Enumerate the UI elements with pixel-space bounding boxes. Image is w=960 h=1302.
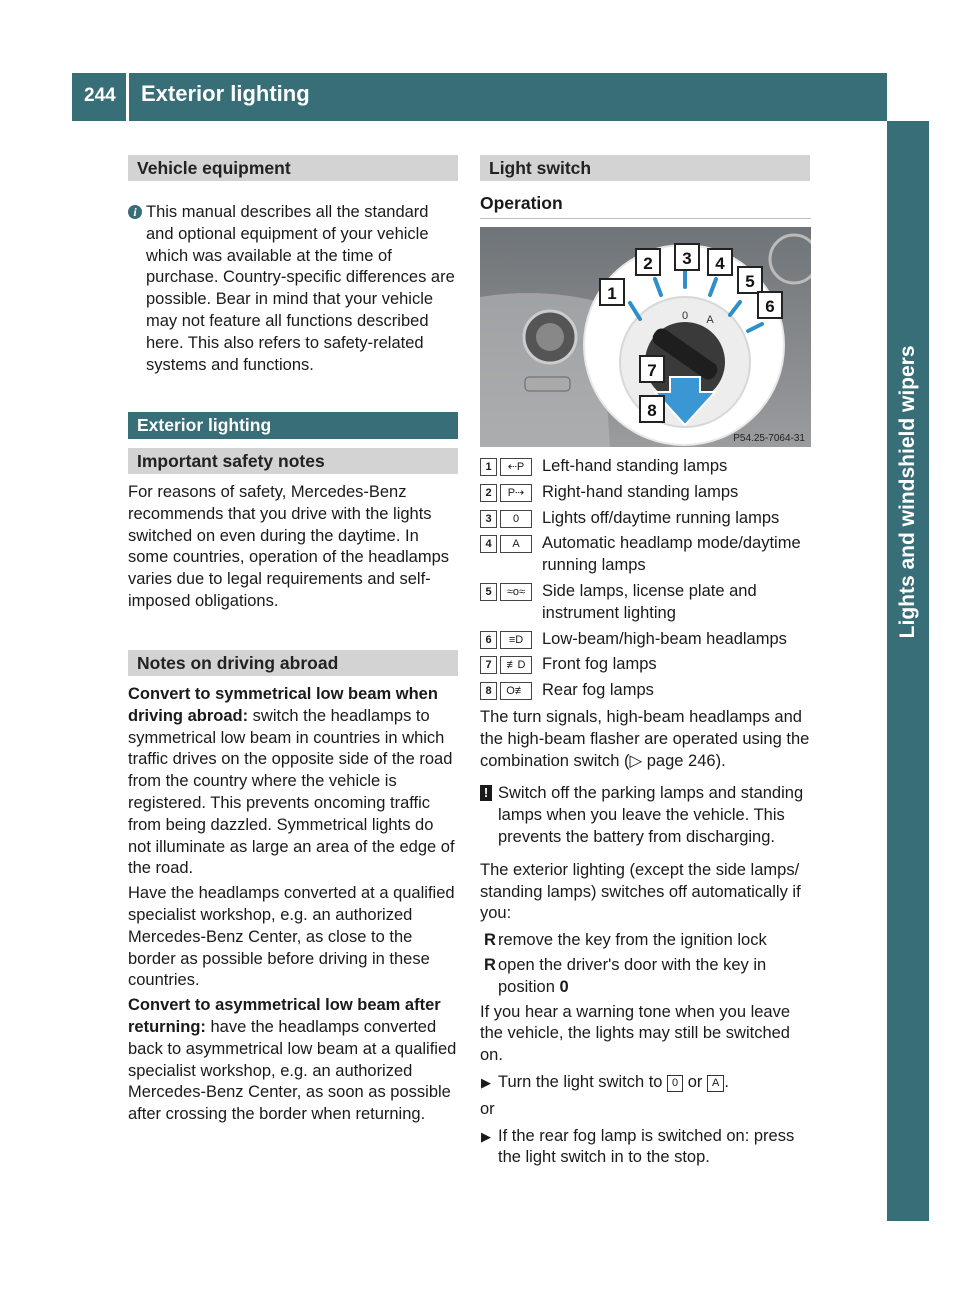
position-zero: 0: [559, 977, 569, 996]
chapter-side-tab: [887, 121, 929, 1221]
item-number: 4: [480, 535, 497, 553]
item-label: Left-hand standing lamps: [542, 457, 728, 475]
item-label: Low-beam/high-beam headlamps: [542, 629, 787, 648]
item-number: 1: [480, 458, 497, 476]
warning-tone-paragraph: If you hear a warning tone when you leave the vehicle, the lights may still be switched on.: [480, 1002, 791, 1065]
marker-5: 5: [745, 272, 755, 291]
step-text: Turn the light switch to: [498, 1072, 668, 1091]
section-heading-safety-notes: Important safety notes: [128, 448, 458, 474]
figure-code: P54.25-7064-31: [733, 433, 805, 444]
item-number: 6: [480, 631, 497, 649]
page-header: [72, 73, 887, 121]
auto-headlamp-icon: A: [500, 535, 532, 553]
item-label: Front fog lamps: [542, 655, 657, 674]
light-switch-positions: [480, 456, 812, 706]
section-heading-driving-abroad: Notes on driving abroad: [128, 650, 458, 676]
list-item: [480, 482, 812, 504]
or-text: or: [480, 1099, 495, 1118]
list-item: [480, 456, 812, 478]
item-number: 8: [480, 682, 497, 700]
item-label: Lights off/daytime running lamps: [542, 508, 780, 527]
right-standing-lamps-icon: P⇢: [500, 484, 532, 502]
asymmetrical-text: have the headlamps converted back to asymmetrical low beam at a qualified specialist workshop, e.g. an authorized Mercedes-Benz Center, as soon as possible after crossing the border when returning.: [128, 1017, 457, 1124]
workshop-paragraph: Have the headlamps converted at a qualified specialist workshop, e.g. an authorized Mercedes-Benz Center, as close to the border as possible before driving in these countries.: [128, 884, 455, 990]
switch-position-auto-icon: A: [707, 1075, 724, 1092]
instruction-step: [480, 1126, 812, 1170]
asymmetrical-lead: Convert to asymmetrical low beam after returning:: [128, 996, 441, 1036]
asymmetrical-paragraph: [128, 995, 460, 1126]
lights-off-icon: 0: [500, 510, 532, 528]
safety-text: For reasons of safety, Mercedes-Benz recommends that you drive with the lights switched on even during the daytime. In some countries, operation of the headlamps varies due to legal requirements and self-imposed obligations.: [128, 483, 450, 610]
list-item: [480, 654, 812, 676]
step-arrow-icon: ▶: [481, 1074, 491, 1090]
bullet-text: open the driver's door with the key in position: [498, 955, 767, 996]
page-title: Exterior lighting: [141, 81, 310, 106]
info-icon: i: [128, 205, 142, 219]
list-item: [480, 680, 812, 702]
safety-notes-body: [128, 482, 460, 613]
step-text: .: [724, 1072, 729, 1091]
switch-position-off-icon: 0: [667, 1075, 683, 1092]
light-switch-figure: [480, 227, 811, 447]
page-number: 244: [84, 85, 116, 106]
subheading-operation: Operation: [480, 193, 563, 213]
item-number: 3: [480, 510, 497, 528]
item-label: Automatic headlamp mode/daytime running lamps: [542, 534, 801, 575]
marker-4: 4: [715, 254, 725, 273]
chapter-title: Lights and windshield wipers: [896, 345, 920, 639]
list-item: [480, 581, 812, 625]
warning-icon: !: [480, 785, 492, 801]
step-arrow-icon: ▶: [481, 1128, 491, 1144]
light-switch-illustration: [480, 227, 811, 447]
item-label: Right-hand standing lamps: [542, 482, 739, 501]
section-heading-light-switch: Light switch: [480, 155, 810, 181]
item-label: Side lamps, license plate and instrument lighting: [542, 581, 757, 622]
instruction-step: [480, 1072, 812, 1094]
section-heading-exterior-lighting: Exterior lighting: [128, 412, 458, 439]
marker-2: 2: [643, 254, 653, 273]
rear-fog-lamps-icon: O≢: [500, 682, 532, 700]
header-divider: [126, 73, 129, 121]
bullet-text: remove the key from the ignition lock: [498, 931, 767, 950]
item-number: 2: [480, 484, 497, 502]
left-standing-lamps-icon: ⇠P: [500, 458, 532, 476]
vehicle-equipment-note: [128, 202, 460, 376]
auto-off-paragraph: The exterior lighting (except the side lamps/ standing lamps) switches off automatically if you:: [480, 860, 801, 923]
symmetrical-paragraph: [128, 684, 460, 880]
item-number: 5: [480, 583, 497, 601]
operation-heading-block: [480, 193, 811, 219]
symmetrical-text: switch the headlamps to symmetrical low beam in countries in which traffic drives on the opposite side of the road from the country where the vehicle is registered. This prevents oncoming traffic from being dazzled. Symmetrical lights do not illuminate as large an area of the edge of the road.: [128, 706, 455, 878]
marker-8: 8: [647, 401, 657, 420]
marker-6: 6: [765, 297, 775, 316]
list-item: [480, 930, 812, 952]
list-item: [480, 508, 812, 530]
symmetrical-lead: Convert to symmetrical low beam when driving abroad:: [128, 685, 438, 725]
item-number: 7: [480, 656, 497, 674]
dial-auto-label: A: [706, 314, 714, 326]
step-text: If the rear fog lamp is switched on: press the light switch in to the stop.: [498, 1126, 795, 1167]
section-heading-vehicle-equipment: Vehicle equipment: [128, 155, 458, 181]
turn-signals-paragraph: The turn signals, high-beam headlamps and the high-beam flasher are operated using the combination switch (▷ page 246).: [480, 708, 810, 770]
step-text: or: [683, 1072, 708, 1091]
bullet-icon: R: [484, 955, 496, 974]
dial-zero-label: 0: [681, 310, 689, 322]
bullet-icon: R: [484, 931, 496, 950]
low-beam-icon: ≡D: [500, 631, 532, 649]
list-item: [480, 629, 812, 651]
warning-note: [480, 783, 812, 848]
marker-1: 1: [607, 284, 617, 303]
marker-7: 7: [647, 361, 657, 380]
front-fog-lamps-icon: ≢D: [500, 656, 532, 674]
list-item: [480, 955, 812, 999]
light-switch-body: [480, 707, 812, 1169]
item-label: Rear fog lamps: [542, 681, 654, 700]
list-item: [480, 533, 812, 577]
heading-rule: [480, 218, 811, 219]
side-lamps-icon: ≈o≈: [500, 583, 532, 601]
note-text: This manual describes all the standard and optional equipment of your vehicle which was available at the time of purchase. Country-specific differences are possible. Bear in mind that your vehicle may not feature all functions described here. This also refers to safety-related systems and functions.: [146, 203, 455, 374]
driving-abroad-body: [128, 684, 460, 1126]
warning-text: Switch off the parking lamps and standing lamps when you leave the vehicle. This prevents the battery from discharging.: [498, 784, 804, 846]
marker-3: 3: [682, 249, 692, 268]
